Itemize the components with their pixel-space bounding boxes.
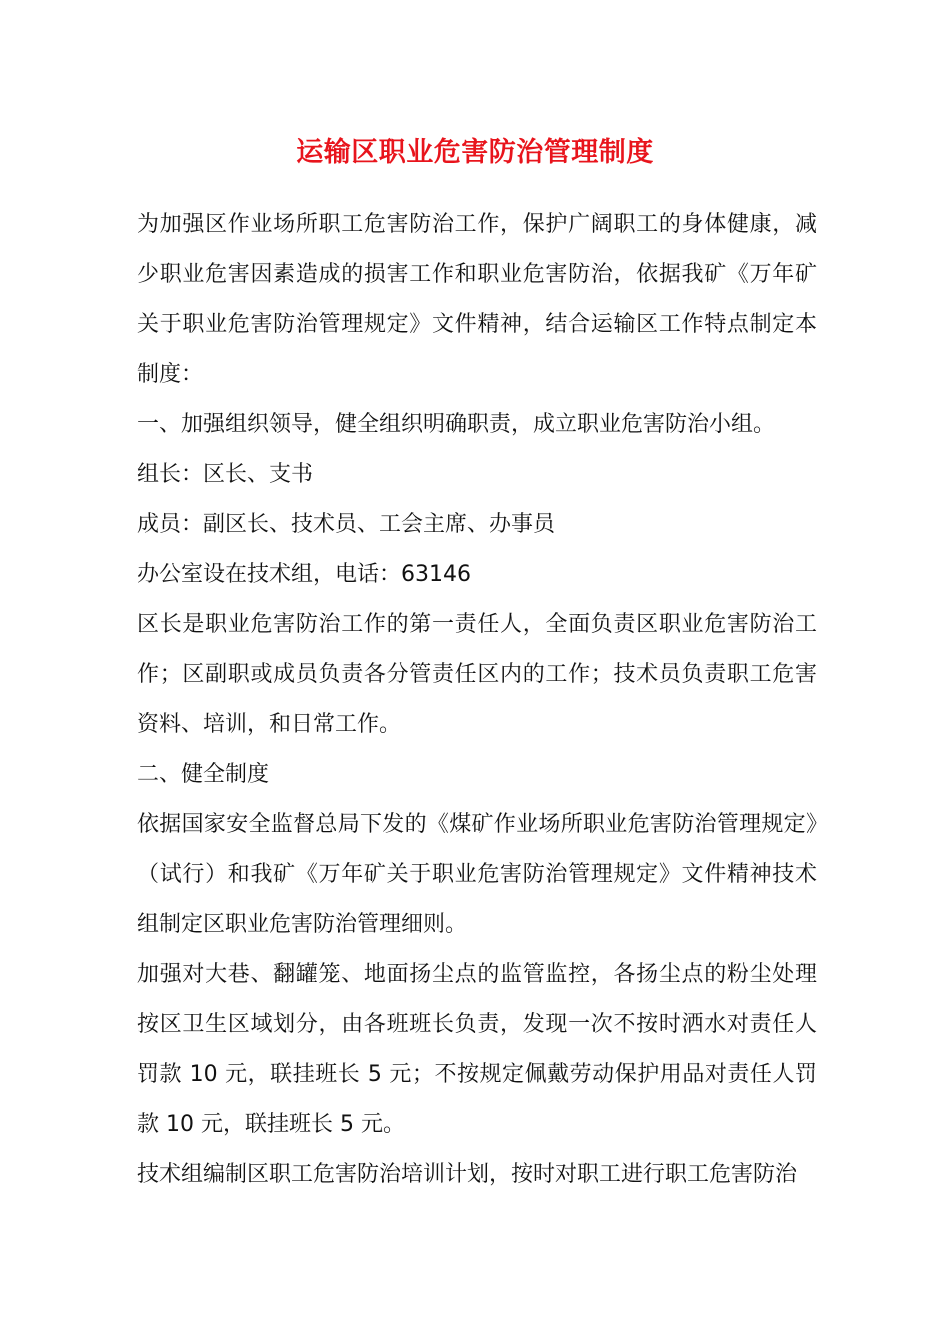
paragraph-team-leader: 组长：区长、支书 [137, 462, 314, 487]
document-title: 运输区职业危害防治管理制度 [296, 137, 654, 168]
paragraph-office-phone: 办公室设在技术组，电话：63146 [137, 562, 471, 587]
paragraph-regulations: 依据国家安全监督总局下发的《煤矿作业场所职业危害防治管理规定》（试行）和我矿《万年矿关于职业危害防治管理规定》文件精神技术组制定区职业危害防治管理细则。 [137, 812, 817, 937]
paragraph-intro: 为加强区作业场所职工危害防治工作，保护广阔职工的身体健康，减少职业危害因素造成的损害工作和职业危害防治，依据我矿《万年矿关于职业危害防治管理规定》文件精神，结合运输区工作特点制定本制度： [137, 212, 817, 387]
paragraph-responsibilities: 区长是职业危害防治工作的第一责任人，全面负责区职业危害防治工作；区副职或成员负责各分管责任区内的工作；技术员负责职工危害资料、培训，和日常工作。 [137, 612, 817, 737]
paragraph-dust-control: 加强对大巷、翻罐笼、地面扬尘点的监管监控，各扬尘点的粉尘处理按区卫生区域划分，由各班班长负责，发现一次不按时洒水对责任人罚款 10 元，联挂班长 5 元；不按规定佩戴劳动保护用品对责任人罚款 10 元，联挂班长 5 元。 [137, 962, 817, 1137]
paragraph-section-2-heading: 二、健全制度 [137, 762, 270, 787]
paragraph-section-1-heading: 一、加强组织领导，健全组织明确职责，成立职业危害防治小组。 [137, 412, 776, 437]
document-body [137, 200, 817, 1200]
paragraph-training: 技术组编制区职工危害防治培训计划，按时对职工进行职工危害防治 [137, 1162, 798, 1187]
paragraph-team-members: 成员：副区长、技术员、工会主席、办事员 [137, 512, 556, 537]
